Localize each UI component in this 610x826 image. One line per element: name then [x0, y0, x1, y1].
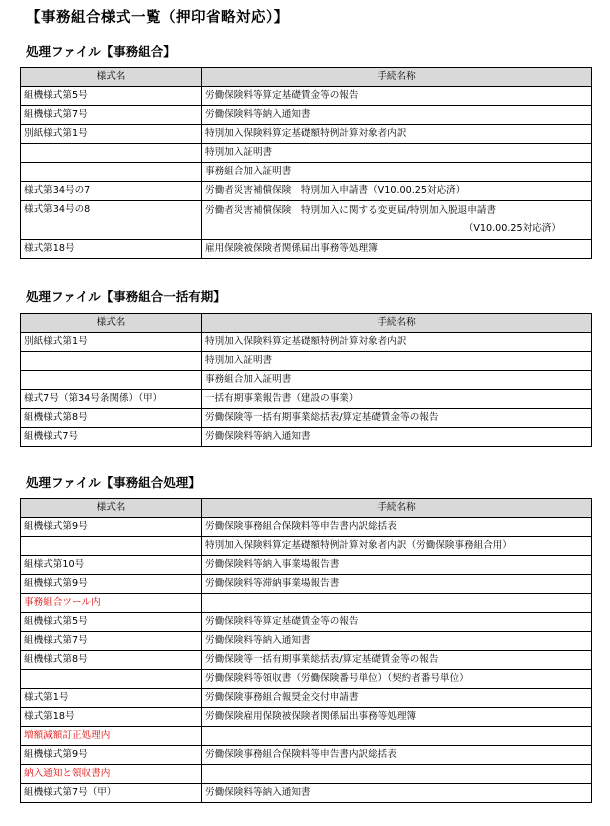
procedure-name-cell: 特別加入証明書 — [202, 144, 592, 163]
form-name-cell: 組機様式第8号 — [21, 651, 202, 670]
procedure-name-cell — [202, 594, 592, 613]
procedure-name-cell: 労働保険事務組合報奨金交付申請書 — [202, 689, 592, 708]
table-row — [21, 352, 592, 371]
table-row — [21, 106, 592, 125]
group-label-cell: 納入通知と領収書内 — [21, 765, 202, 784]
table-row-group-label — [21, 765, 592, 784]
table-row — [21, 518, 592, 537]
form-name-cell — [21, 144, 202, 163]
table-row — [21, 613, 592, 632]
form-name-cell: 別紙様式第1号 — [21, 125, 202, 144]
table-row — [21, 182, 592, 201]
form-name-cell: 組機様式7号 — [21, 428, 202, 447]
form-name-cell: 組機様式第7号（甲） — [21, 784, 202, 803]
procedure-name-cell: 労働保険料等納入通知書 — [202, 106, 592, 125]
table-row-group-label — [21, 727, 592, 746]
form-name-cell: 組機様式第7号 — [21, 106, 202, 125]
column-header-procedure-name: 手続名称 — [202, 68, 592, 87]
table-row — [21, 371, 592, 390]
table-row — [21, 746, 592, 765]
form-name-cell: 様式第1号 — [21, 689, 202, 708]
column-header-procedure-name: 手続名称 — [202, 314, 592, 333]
table-row — [21, 670, 592, 689]
procedure-name-cell: 労働保険料等納入事業場報告書 — [202, 556, 592, 575]
procedure-name-cell: 雇用保険被保険者関係届出事務等処理簿 — [202, 240, 592, 259]
table-row — [21, 125, 592, 144]
procedure-name-cell: 労働保険等一括有期事業総括表/算定基礎賃金等の報告 — [202, 651, 592, 670]
procedure-name-cell: 労働保険等一括有期事業総括表/算定基礎賃金等の報告 — [202, 409, 592, 428]
procedure-name-cell — [202, 765, 592, 784]
form-name-cell: 組機様式第9号 — [21, 746, 202, 765]
form-name-cell — [21, 163, 202, 182]
procedure-name-cell: 労働保険料等納入通知書 — [202, 784, 592, 803]
page-title: 【事務組合様式一覧（押印省略対応）】 — [26, 10, 289, 26]
form-name-cell: 様式第18号 — [21, 708, 202, 727]
form-name-cell: 組機様式第8号 — [21, 409, 202, 428]
procedure-name-line: 労働者災害補償保険 特別加入に関する変更届/特別加入脱退申請書 — [205, 205, 497, 216]
column-header-form-name: 様式名 — [21, 68, 202, 87]
procedure-name-cell: 労働保険料等納入通知書 — [202, 632, 592, 651]
procedure-name-cell — [202, 727, 592, 746]
form-name-cell: 様式7号（第34号条関係）（甲） — [21, 390, 202, 409]
column-header-procedure-name: 手続名称 — [202, 499, 592, 518]
form-name-cell: 組機様式第7号 — [21, 632, 202, 651]
procedure-name-cell: 事務組合加入証明書 — [202, 371, 592, 390]
procedure-name-cell: 特別加入保険料算定基礎額特例計算対象者内訳 — [202, 333, 592, 352]
table-row — [21, 428, 592, 447]
table-row — [21, 689, 592, 708]
procedure-name-cell: 事務組合加入証明書 — [202, 163, 592, 182]
procedure-name-cell: 一括有期事業報告書（建設の事業） — [202, 390, 592, 409]
table-jimu-kumiai — [20, 67, 592, 259]
form-name-cell: 様式第18号 — [21, 240, 202, 259]
column-header-form-name: 様式名 — [21, 499, 202, 518]
procedure-name-cell: 労働保険料等滞納事業場報告書 — [202, 575, 592, 594]
form-name-cell — [21, 670, 202, 689]
form-name-cell — [21, 352, 202, 371]
table-header-row — [21, 499, 592, 518]
procedure-name-cell: 労働保険料等算定基礎賃金等の報告 — [202, 87, 592, 106]
table-row — [21, 784, 592, 803]
table-row — [21, 537, 592, 556]
table-row — [21, 333, 592, 352]
form-name-cell — [21, 537, 202, 556]
procedure-name-cell — [202, 201, 592, 240]
column-header-form-name: 様式名 — [21, 314, 202, 333]
form-name-cell: 組様式第10号 — [21, 556, 202, 575]
procedure-name-continuation: （V10.00.25対応済） — [463, 223, 561, 234]
section-title-ikkatsu-yuki: 処理ファイル【事務組合一括有期】 — [26, 289, 226, 304]
table-row — [21, 556, 592, 575]
form-name-cell — [21, 371, 202, 390]
table-row — [21, 144, 592, 163]
procedure-name-cell: 労働保険雇用保険被保険者関係届出事務等処理簿 — [202, 708, 592, 727]
procedure-name-cell: 労働保険事務組合保険料等申告書内訳総括表 — [202, 746, 592, 765]
form-name-cell: 別紙様式第1号 — [21, 333, 202, 352]
form-name-cell: 様式第34号の8 — [21, 201, 202, 240]
section-title-jimu-kumiai: 処理ファイル【事務組合】 — [26, 44, 176, 59]
table-jimu-kumiai-shori — [20, 498, 592, 803]
procedure-name-cell: 労働保険料等納入通知書 — [202, 428, 592, 447]
procedure-name-cell: 特別加入保険料算定基礎額特例計算対象者内訳 — [202, 125, 592, 144]
table-row — [21, 240, 592, 259]
form-name-cell: 組機様式第9号 — [21, 575, 202, 594]
form-name-cell: 様式第34号の7 — [21, 182, 202, 201]
table-row — [21, 632, 592, 651]
table-row — [21, 163, 592, 182]
form-name-cell: 組機様式第5号 — [21, 87, 202, 106]
group-label-cell: 増額減額訂正処理内 — [21, 727, 202, 746]
table-header-row — [21, 68, 592, 87]
table-row — [21, 201, 592, 240]
table-row — [21, 390, 592, 409]
table-row — [21, 87, 592, 106]
group-label-cell: 事務組合ツール内 — [21, 594, 202, 613]
procedure-name-cell: 特別加入証明書 — [202, 352, 592, 371]
table-header-row — [21, 314, 592, 333]
table-row — [21, 575, 592, 594]
table-row — [21, 708, 592, 727]
procedure-name-cell: 特別加入保険料算定基礎額特例計算対象者内訳（労働保険事務組合用） — [202, 537, 592, 556]
table-row-group-label — [21, 594, 592, 613]
procedure-name-cell: 労働者災害補償保険 特別加入申請書（V10.00.25対応済） — [202, 182, 592, 201]
table-row — [21, 409, 592, 428]
table-ikkatsu-yuki — [20, 313, 592, 447]
procedure-name-cell: 労働保険料等領収書（労働保険番号単位）（契約者番号単位） — [202, 670, 592, 689]
procedure-name-cell: 労働保険料等算定基礎賃金等の報告 — [202, 613, 592, 632]
form-name-cell: 組機様式第5号 — [21, 613, 202, 632]
form-name-cell: 組機様式第9号 — [21, 518, 202, 537]
section-title-jimu-kumiai-shori: 処理ファイル【事務組合処理】 — [26, 475, 201, 490]
procedure-name-cell: 労働保険事務組合保険料等申告書内訳総括表 — [202, 518, 592, 537]
table-row — [21, 651, 592, 670]
